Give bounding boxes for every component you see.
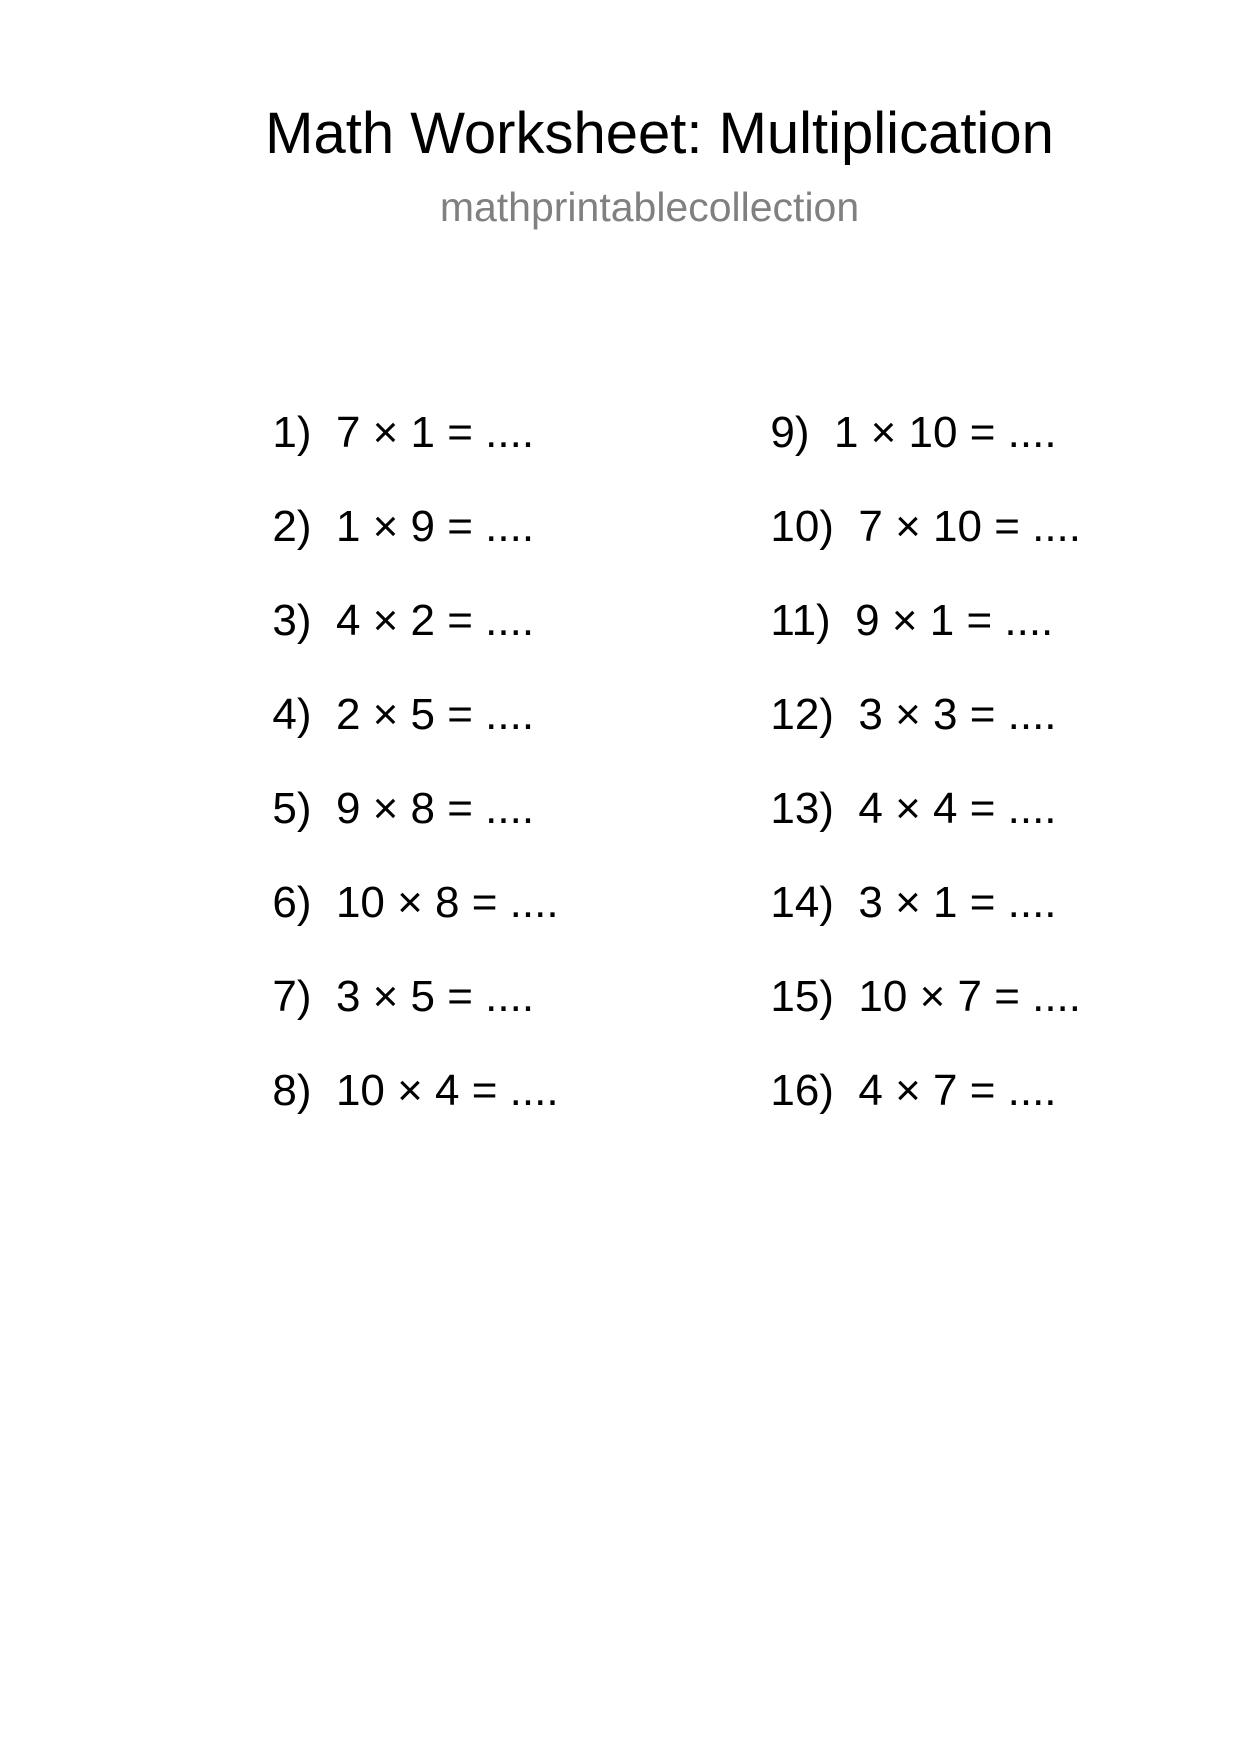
problem-number: 4): [272, 690, 312, 739]
problem-item: [199, 1007, 559, 1175]
problem-number: 2): [272, 502, 312, 551]
problem-number: 6): [272, 878, 312, 927]
problem-expression: 7 × 1 = ....: [335, 408, 535, 457]
problem-item: [697, 1007, 1057, 1175]
problem-number: 10): [770, 502, 834, 551]
problem-expression: 10 × 7 = ....: [858, 972, 1082, 1021]
problem-number: 5): [272, 784, 312, 833]
problem-expression: 3 × 1 = ....: [858, 878, 1057, 927]
problem-number: 9): [770, 408, 810, 457]
problem-expression: 10 × 8 = ....: [335, 878, 559, 927]
problem-number: 12): [770, 690, 834, 739]
problem-number: 16): [770, 1066, 834, 1115]
problem-number: 13): [770, 784, 834, 833]
problem-expression: 1 × 10 = ....: [833, 408, 1057, 457]
problem-expression: 7 × 10 = ....: [858, 502, 1082, 551]
page-subtitle: mathprintablecollection: [439, 184, 860, 230]
problem-expression: 3 × 3 = ....: [858, 690, 1057, 739]
page-title: Math Worksheet: Multiplication: [265, 101, 1054, 166]
problem-number: 8): [272, 1066, 312, 1115]
problem-expression: 1 × 9 = ....: [335, 502, 535, 551]
problem-number: 1): [272, 408, 312, 457]
problem-expression: 4 × 2 = ....: [335, 596, 535, 645]
problem-expression: 3 × 5 = ....: [335, 972, 535, 1021]
problem-number: 14): [770, 878, 834, 927]
problem-number: 3): [272, 596, 312, 645]
problem-expression: 4 × 4 = ....: [858, 784, 1057, 833]
problem-expression: 9 × 8 = ....: [335, 784, 535, 833]
problem-expression: 4 × 7 = ....: [858, 1066, 1057, 1115]
problem-number: 15): [770, 972, 834, 1021]
problem-expression: 9 × 1 = ....: [855, 596, 1054, 645]
problem-expression: 2 × 5 = ....: [335, 690, 535, 739]
problem-number: 7): [272, 972, 312, 1021]
problem-number: 11): [770, 596, 831, 645]
problem-expression: 10 × 4 = ....: [335, 1066, 559, 1115]
